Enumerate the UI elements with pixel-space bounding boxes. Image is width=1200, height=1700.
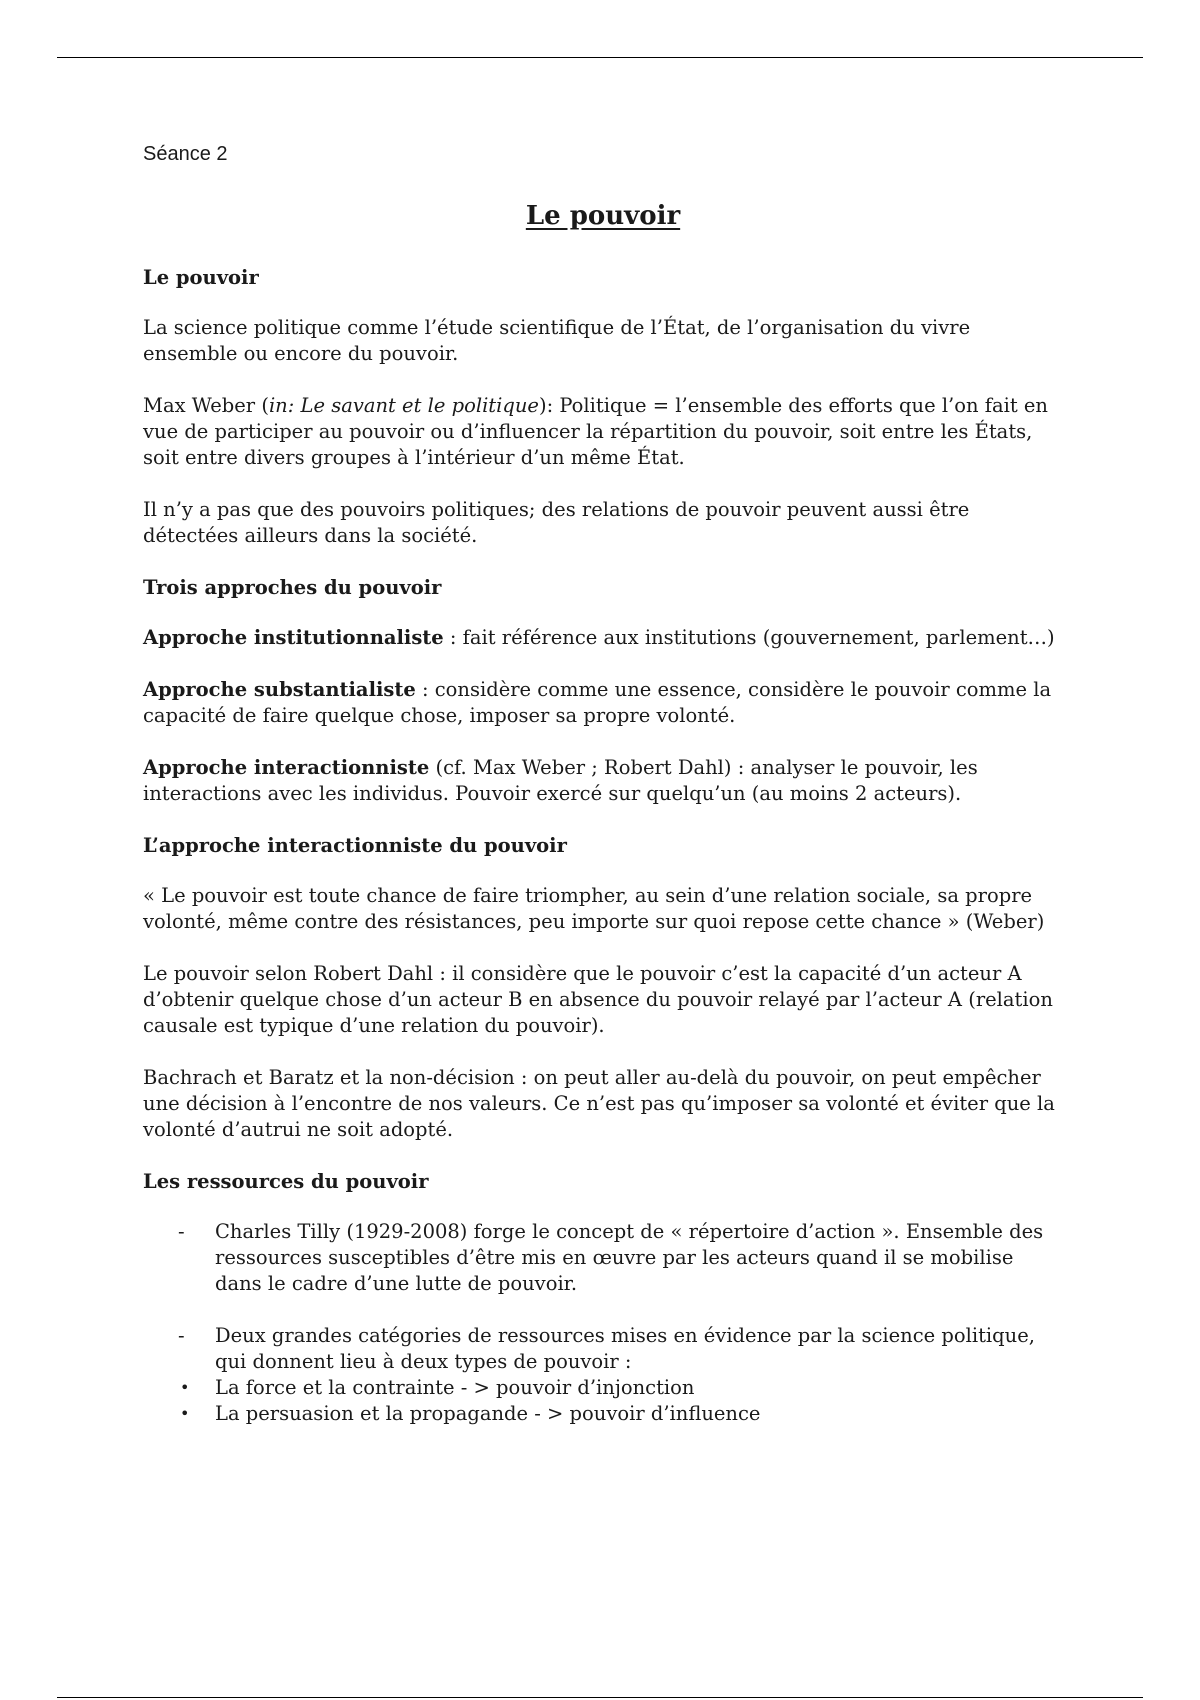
paragraph-weber-quote: « Le pouvoir est toute chance de faire triompher, au sein d’une relation sociale, sa propre volonté, même contre des résistances, peu importe sur quoi repose cette chance » (Weber)	[143, 884, 1045, 933]
list-item-text: Deux grandes catégories de ressources mises en évidence par la science politique, qui donnent lieu à deux types de pouvoir :	[215, 1324, 1035, 1373]
top-rule	[57, 57, 1143, 58]
weber-citation: in: Le savant et le politique	[268, 394, 539, 417]
paragraph-approche-substantialiste	[143, 677, 1063, 729]
paragraph-approche-interactionniste	[143, 755, 1063, 807]
paragraph-approche-institutionnaliste	[143, 625, 1063, 651]
paragraph-science-politique: La science politique comme l’étude scientifique de l’État, de l’organisation du vivre ensemble ou encore du pouvoir.	[143, 316, 971, 365]
approche-substantialiste-label: Approche substantialiste	[143, 678, 416, 701]
bullet-marker: •	[180, 1378, 190, 1397]
seance-label: Séance 2	[143, 143, 228, 165]
weber-text-end: ): Politique = l’ensemble des efforts que l’on fait en vue de participer au pouvoir ou d’influencer la répartition du pouvoir, soit entre les États, soit entre divers groupes à l’intérieur d’un même État.	[143, 394, 1048, 469]
paragraph-robert-dahl: Le pouvoir selon Robert Dahl : il considère que le pouvoir c’est la capacité d’un acteur A d’obtenir quelque chose d’un acteur B en absence du pouvoir relayé par l’acteur A (relation causale est typique d’une relation du pouvoir).	[143, 962, 1053, 1037]
paragraph-bachrach-baratz: Bachrach et Baratz et la non-décision : on peut aller au-delà du pouvoir, on peut empêcher une décision à l’encontre de nos valeurs. Ce n’est pas qu’imposer sa volonté et éviter que la volonté d’autrui ne soit adopté.	[143, 1066, 1055, 1141]
list-item	[143, 1323, 1063, 1375]
paragraph-pouvoirs-politiques: Il n’y a pas que des pouvoirs politiques; des relations de pouvoir peuvent aussi être détectées ailleurs dans la société.	[143, 498, 970, 547]
section-heading-ressources: Les ressources du pouvoir	[143, 1170, 429, 1193]
document-page	[143, 143, 1063, 1427]
approche-institutionnaliste-label: Approche institutionnaliste	[143, 626, 444, 649]
list-item-text: La persuasion et la propagande - > pouvoir d’influence	[215, 1402, 761, 1425]
bullet-marker: •	[180, 1404, 190, 1423]
section-heading-trois-approches: Trois approches du pouvoir	[143, 576, 442, 599]
list-item	[143, 1219, 1063, 1297]
list-item-text: La force et la contrainte - > pouvoir d’injonction	[215, 1376, 695, 1399]
list-item-text: Charles Tilly (1929-2008) forge le concept de « répertoire d’action ». Ensemble des ressources susceptibles d’être mis en œuvre par les acteurs quand il se mobilise dans le cadre d’une lutte de pouvoir.	[215, 1220, 1044, 1295]
bullet-list	[143, 1375, 1063, 1427]
list-item	[143, 1401, 1063, 1427]
weber-text-start: Max Weber (	[143, 394, 269, 417]
approche-interactionniste-text: (cf. Max Weber ; Robert Dahl) : analyser le pouvoir, les interactions avec les individus. Pouvoir exercé sur quelqu’un (au moins 2 acteurs).	[143, 756, 978, 805]
page-title	[143, 201, 1063, 231]
dash-list	[143, 1219, 1063, 1375]
section-heading-approche-interactionniste: L’approche interactionniste du pouvoir	[143, 834, 567, 857]
approche-institutionnaliste-text: : fait référence aux institutions (gouvernement, parlement…)	[443, 626, 1055, 649]
paragraph-max-weber	[143, 393, 1063, 471]
dash-marker: -	[178, 1220, 185, 1243]
bottom-rule	[57, 1697, 1143, 1698]
page-title-text: Le pouvoir	[525, 201, 681, 231]
dash-marker: -	[178, 1324, 185, 1347]
list-item	[143, 1375, 1063, 1401]
approche-substantialiste-text: : considère comme une essence, considère le pouvoir comme la capacité de faire quelque chose, imposer sa propre volonté.	[143, 678, 1052, 727]
approche-interactionniste-label: Approche interactionniste	[143, 756, 430, 779]
section-heading-pouvoir: Le pouvoir	[143, 266, 259, 289]
